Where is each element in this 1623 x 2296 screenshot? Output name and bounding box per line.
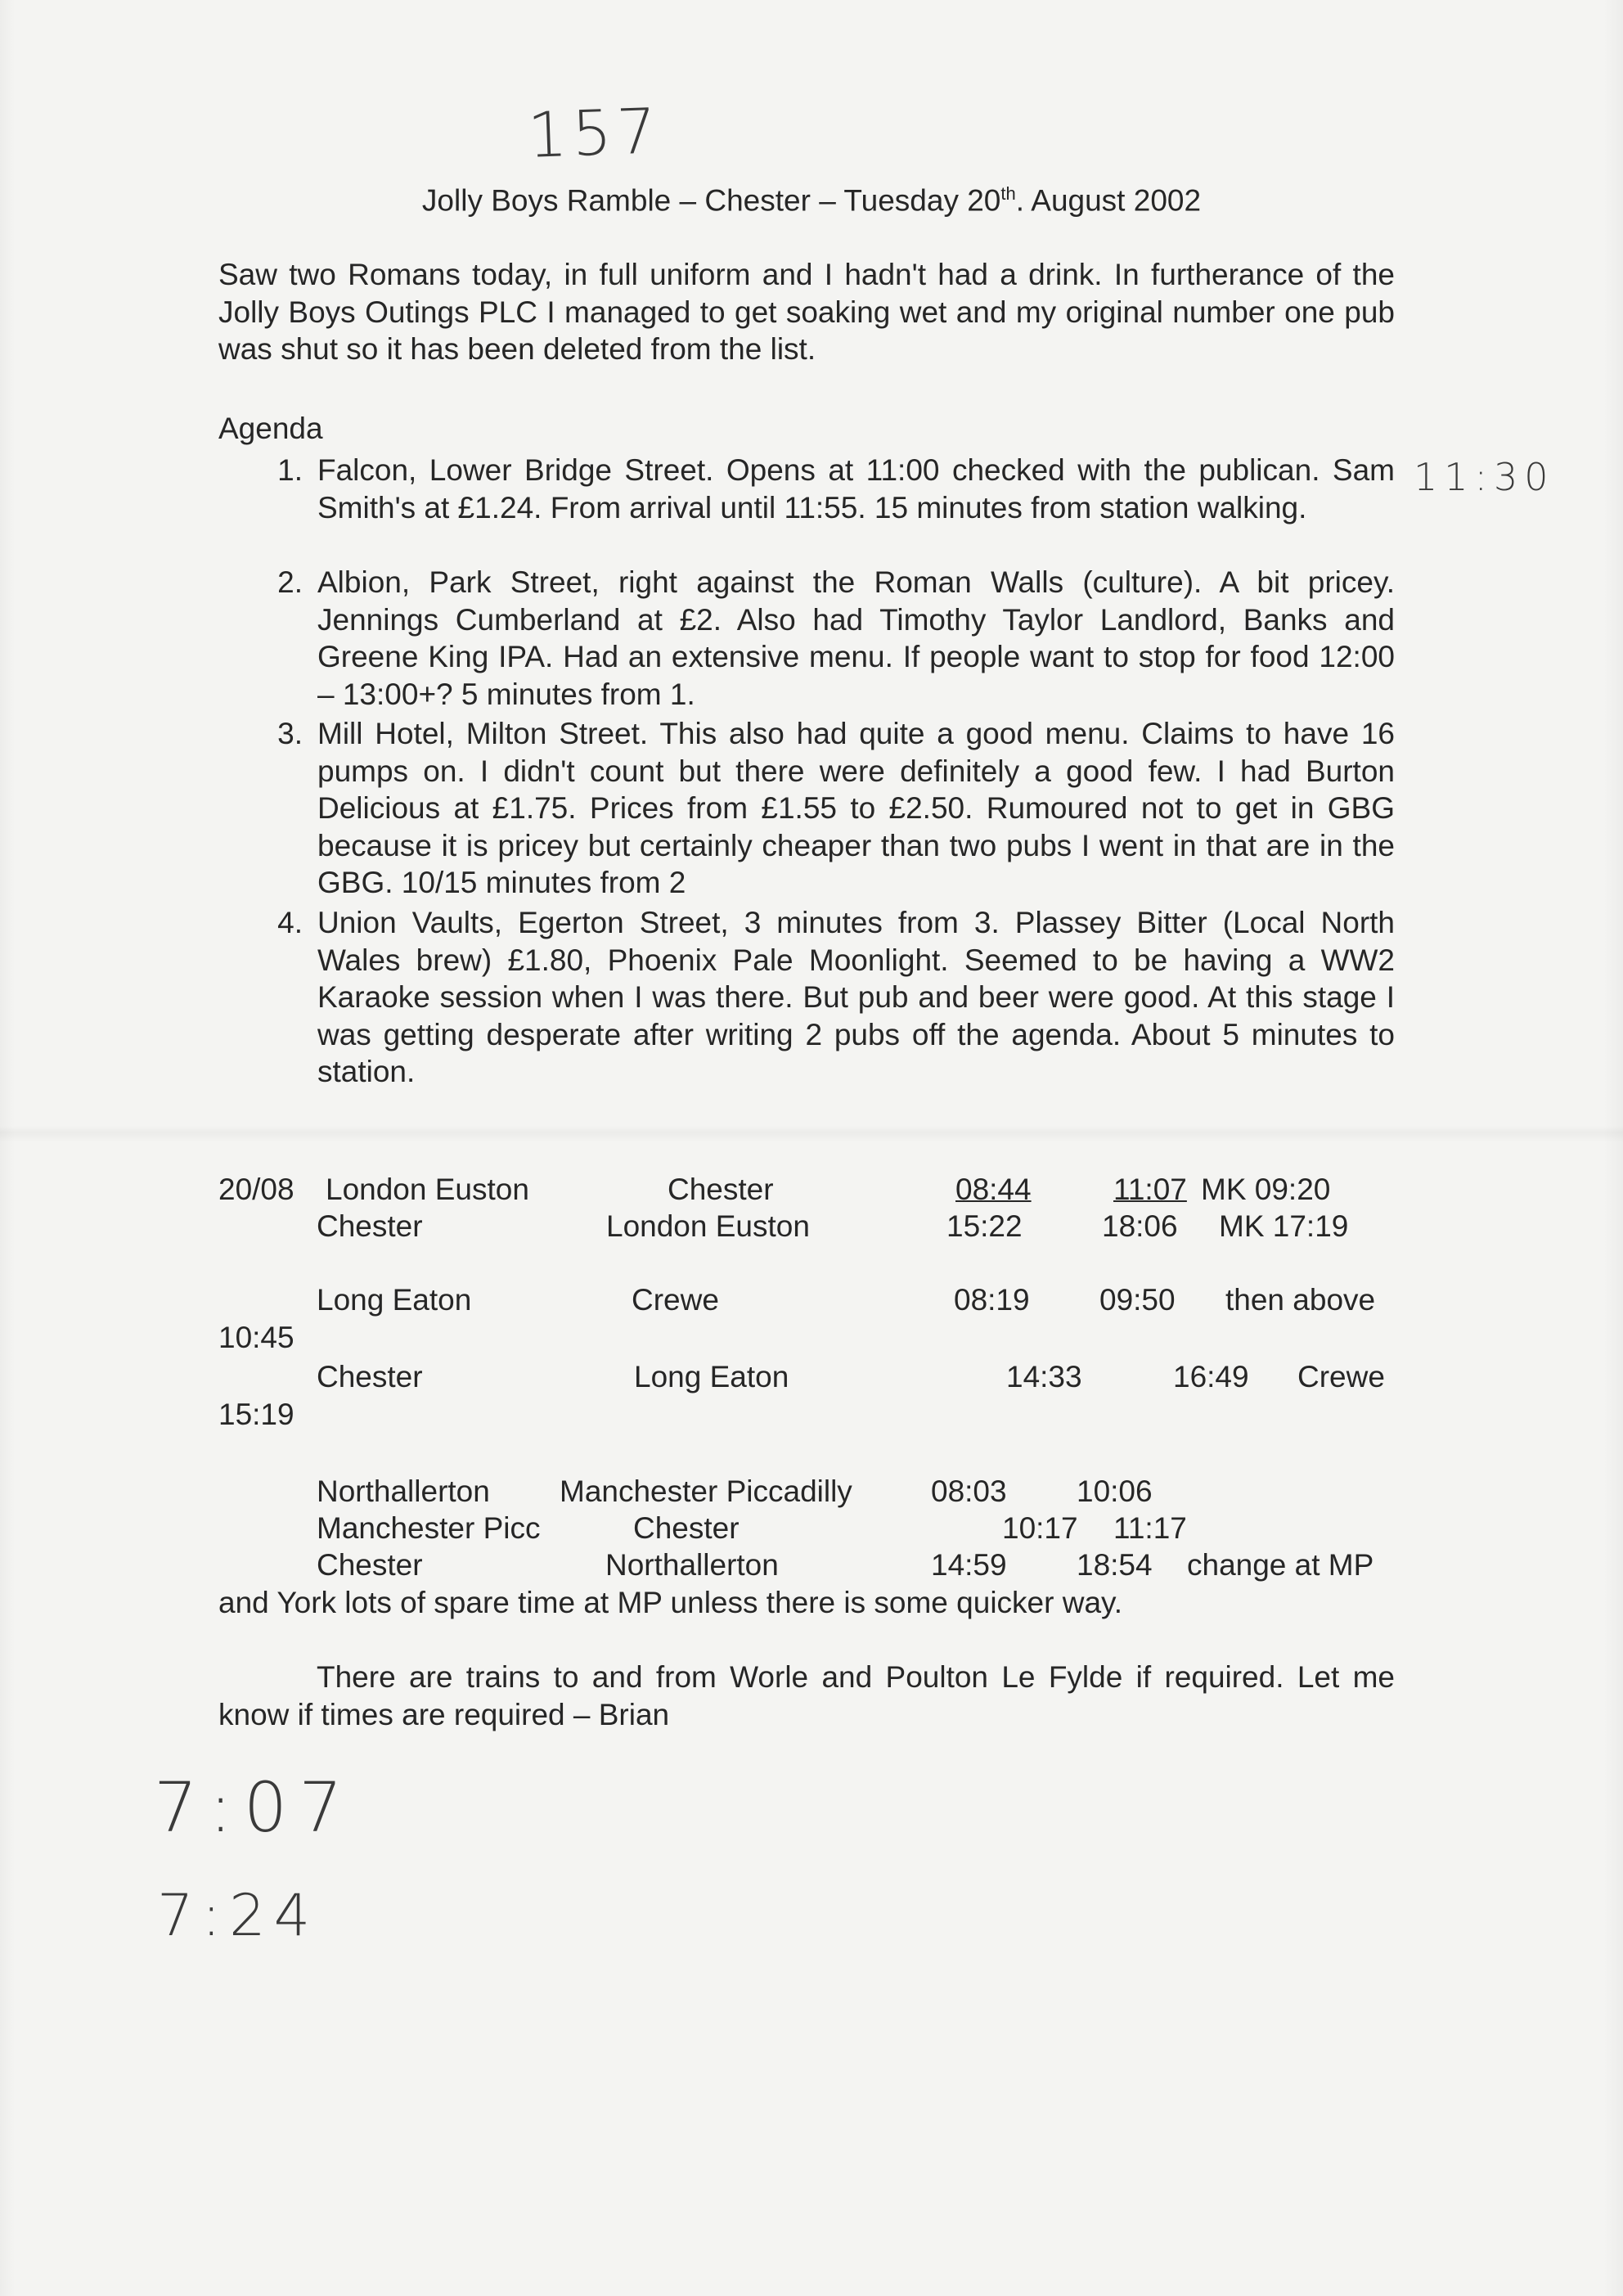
agenda-item-number: 3. bbox=[277, 717, 303, 750]
train-depart: 14:59 bbox=[931, 1548, 1007, 1582]
handwritten-time-note: 7:07 bbox=[154, 1767, 354, 1848]
train-depart: 10:17 bbox=[1002, 1511, 1078, 1545]
title-main: Jolly Boys Ramble – Chester – Tuesday 20 bbox=[421, 183, 1001, 218]
agenda-item-number: 4. bbox=[277, 906, 303, 939]
train-depart: 08:44 bbox=[955, 1173, 1032, 1206]
timetable-date: 20/08 bbox=[218, 1173, 294, 1206]
train-note-wrap: 10:45 bbox=[218, 1321, 294, 1354]
train-to: Northallerton bbox=[605, 1548, 779, 1582]
closing-paragraph bbox=[218, 1659, 1395, 1733]
train-to: Long Eaton bbox=[634, 1360, 789, 1393]
agenda-item-number: 1. bbox=[277, 453, 303, 487]
train-arrive: 09:50 bbox=[1099, 1283, 1176, 1317]
train-arrive: 18:54 bbox=[1077, 1548, 1153, 1582]
train-note: MK 17:19 bbox=[1219, 1209, 1349, 1243]
agenda-item-number: 2. bbox=[277, 565, 303, 599]
train-arrive: 11:07 bbox=[1113, 1173, 1187, 1206]
train-depart: 08:03 bbox=[931, 1474, 1007, 1508]
train-arrive: 11:17 bbox=[1113, 1511, 1187, 1545]
intro-paragraph: Saw two Romans today, in full uniform and I hadn't had a drink. In furtherance of the Jolly Boys Outings PLC I managed to get soaking wet and my original number one pub was shut so it has been deleted from the list. bbox=[218, 258, 1395, 366]
title-rest: . August 2002 bbox=[1015, 183, 1202, 218]
closing-text: There are trains to and from Worle and Poulton Le Fylde if required. Let me know if times are required – Brian bbox=[218, 1660, 1395, 1731]
agenda-item-text: Mill Hotel, Milton Street. This also had quite a good menu. Claims to have 16 pumps on. I didn't count but there were definitely a good few. I had Burton Delicious at £1.75. Prices from £1.55 to £2.50. Rumoured not to get in GBG because it is pricey but certainly cheaper than two pubs I went in that are in the GBG. 10/15 minutes from 2 bbox=[317, 717, 1395, 899]
title-superscript: th bbox=[1000, 183, 1016, 204]
train-depart: 15:22 bbox=[946, 1209, 1023, 1243]
train-from: Manchester Picc bbox=[317, 1511, 541, 1545]
train-to: Crewe bbox=[632, 1283, 719, 1317]
document-title bbox=[0, 183, 1623, 218]
handwritten-time-note: 7:24 bbox=[157, 1882, 319, 1949]
train-arrive: 10:06 bbox=[1077, 1474, 1153, 1508]
agenda-item-text: Albion, Park Street, right against the Roman Walls (culture). A bit pricey. Jennings Cumberland at £2. Also had Timothy Taylor Landlord, Banks and Greene King IPA. Had an extensive menu. If people want to stop for food 12:00 – 13:00+? 5 minutes from 1. bbox=[317, 565, 1395, 711]
train-from: London Euston bbox=[326, 1173, 529, 1206]
train-depart: 14:33 bbox=[1006, 1360, 1082, 1393]
train-arrive: 18:06 bbox=[1102, 1209, 1178, 1243]
agenda-item-text: Union Vaults, Egerton Street, 3 minutes from 3. Plassey Bitter (Local North Wales brew) £1.80, Phoenix Pale Moonlight. Seemed to be having a WW2 Karaoke session when I was there. But pub and beer were good. At this stage I was getting desperate after writing 2 pubs off the agenda. About 5 minutes to station. bbox=[317, 906, 1395, 1088]
agenda-item-text: Falcon, Lower Bridge Street. Opens at 11:00 checked with the publican. Sam Smith's at £1.24. From arrival until 11:55. 15 minutes from station walking. bbox=[317, 453, 1395, 524]
handwritten-page-number: 157 bbox=[526, 94, 663, 172]
train-from: Chester bbox=[317, 1209, 423, 1243]
train-note-wrap: and York lots of spare time at MP unless there is some quicker way. bbox=[218, 1586, 1123, 1619]
handwritten-margin-note: 11:30 bbox=[1414, 455, 1555, 499]
train-from: Chester bbox=[317, 1548, 423, 1582]
train-note-wrap: 15:19 bbox=[218, 1398, 294, 1431]
train-to: Chester bbox=[633, 1511, 740, 1545]
train-arrive: 16:49 bbox=[1173, 1360, 1249, 1393]
train-note: change at MP bbox=[1187, 1548, 1374, 1582]
train-from: Long Eaton bbox=[317, 1283, 472, 1317]
train-note: then above bbox=[1225, 1283, 1376, 1317]
train-from: Chester bbox=[317, 1360, 423, 1393]
train-to: Manchester Piccadilly bbox=[560, 1474, 852, 1508]
train-note: Crewe bbox=[1297, 1360, 1385, 1393]
train-to: London Euston bbox=[606, 1209, 810, 1243]
train-to: Chester bbox=[668, 1173, 774, 1206]
train-depart: 08:19 bbox=[954, 1283, 1030, 1317]
train-note: MK 09:20 bbox=[1201, 1173, 1331, 1206]
agenda-heading: Agenda bbox=[218, 412, 323, 445]
train-from: Northallerton bbox=[317, 1474, 490, 1508]
